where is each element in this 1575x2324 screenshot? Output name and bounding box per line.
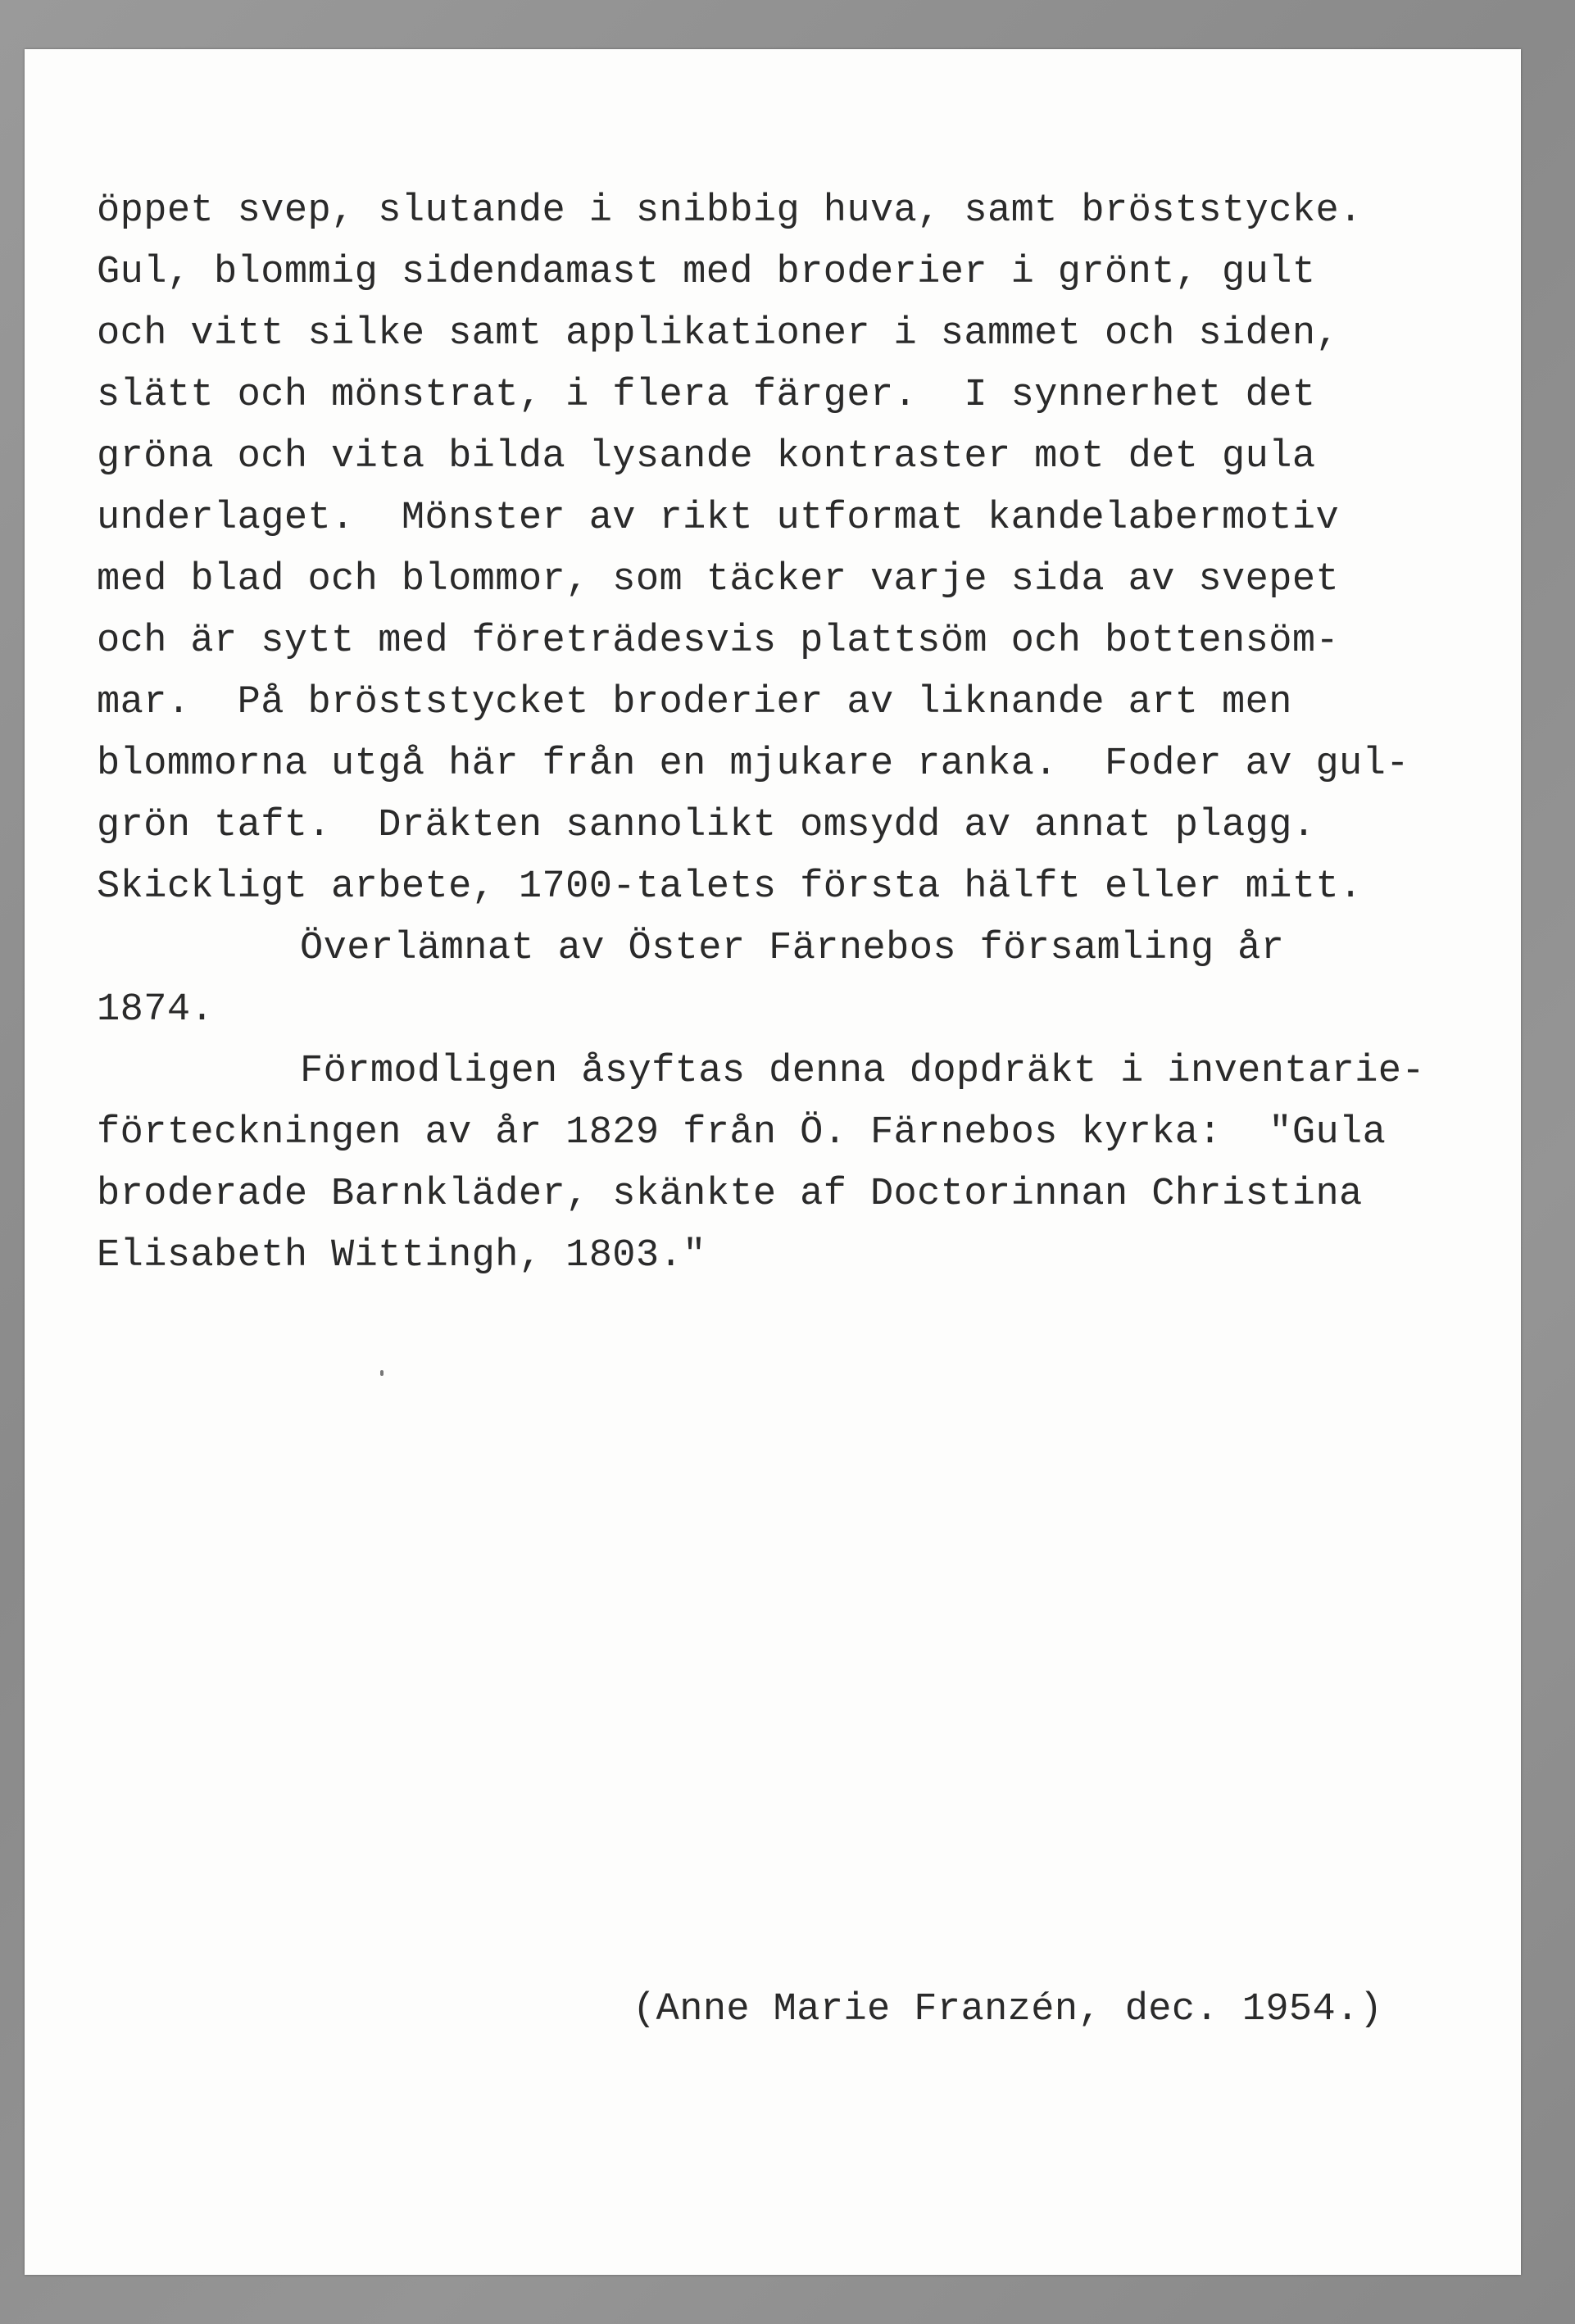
text-line: Gul, blommig sidendamast med broderier i grönt, gult <box>97 251 1316 294</box>
text-line: grön taft. Dräkten sannolikt omsydd av annat plagg. <box>97 804 1316 847</box>
text-line: underlaget. Mönster av rikt utformat kandelabermotiv <box>97 497 1340 540</box>
typed-index-card <box>25 49 1521 2275</box>
text-line: gröna och vita bilda lysande kontraster mot det gula <box>97 435 1316 479</box>
text-line: med blad och blommor, som täcker varje sida av svepet <box>97 558 1340 601</box>
typed-body-text <box>97 180 1506 1287</box>
text-line: slätt och mönstrat, i flera färger. I synnerhet det <box>97 374 1316 417</box>
text-line: Skickligt arbete, 1700-talets första hälft eller mitt. <box>97 865 1363 909</box>
text-line-indented: Förmodligen åsyftas denna dopdräkt i inventarie- <box>300 1050 1426 1093</box>
author-signature-line: (Anne Marie Franzén, dec. 1954.) <box>633 1988 1383 2031</box>
text-line: 1874. <box>97 988 215 1032</box>
text-line: förteckningen av år 1829 från Ö. Färnebos kyrka: "Gula <box>97 1111 1387 1155</box>
ink-speck <box>380 1370 384 1376</box>
text-line-indented: Överlämnat av Öster Färnebos församling år <box>300 927 1285 970</box>
text-line: blommorna utgå här från en mjukare ranka. Foder av gul- <box>97 742 1409 786</box>
text-line: öppet svep, slutande i snibbig huva, samt bröststycke. <box>97 189 1363 233</box>
text-line: broderade Barnkläder, skänkte af Doctorinnan Christina <box>97 1173 1363 1216</box>
text-line: och vitt silke samt applikationer i sammet och siden, <box>97 312 1340 356</box>
text-line: och är sytt med företrädesvis plattsöm och bottensöm- <box>97 620 1340 663</box>
text-line: mar. På bröststycket broderier av liknande art men <box>97 681 1292 724</box>
text-line: Elisabeth Wittingh, 1803." <box>97 1234 706 1278</box>
